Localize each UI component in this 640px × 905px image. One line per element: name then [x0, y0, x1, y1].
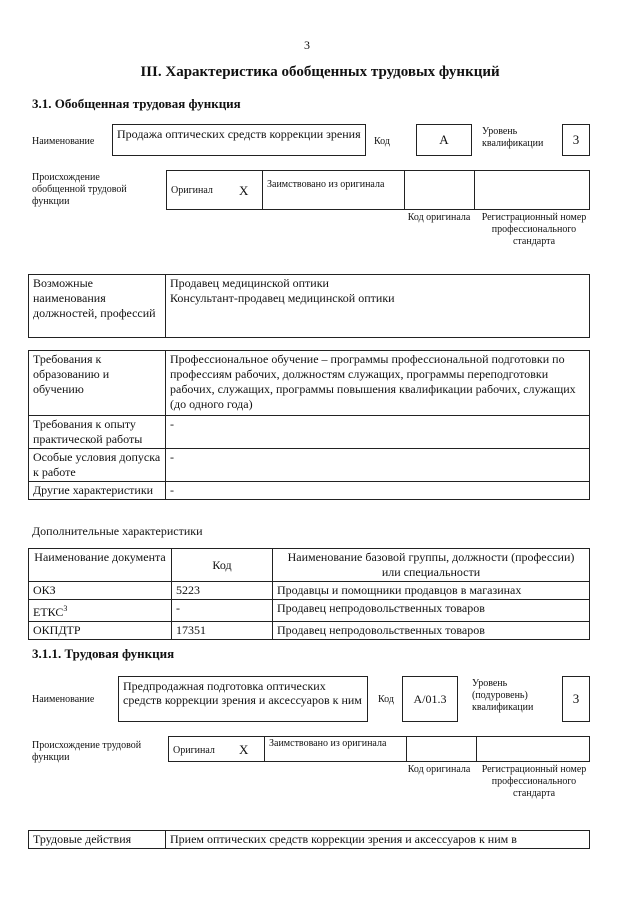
divider [264, 737, 265, 761]
tf-origin-box [168, 736, 590, 762]
gtf-name-value: Продажа оптических средств коррекции зрения [112, 124, 366, 156]
table-row [29, 831, 590, 849]
tf-level-value: 3 [562, 676, 590, 722]
labor-actions-table [28, 830, 590, 849]
requirement-value: - [166, 449, 590, 482]
positions-values [166, 275, 590, 338]
gtf-level-value: 3 [562, 124, 590, 156]
requirement-value: Профессиональное обучение – программы профессиональной подготовки по профессиям рабочих, должностям служащих, программы переподготовки рабочих, служащих, программы повышения квалификации рабочих, служащих (до одного года) [166, 351, 590, 416]
doc-cell: ОКПДТР [29, 622, 172, 640]
gtf-original-label: Оригинал [171, 185, 213, 196]
position-item: Продавец медицинской оптики [170, 276, 329, 290]
gtf-original-mark: Х [239, 183, 249, 198]
additional-heading: Дополнительные характеристики [32, 524, 203, 538]
name-cell: Продавец непродовольственных товаров [273, 622, 590, 640]
page-number: 3 [304, 38, 310, 52]
tf-origin-label: Происхождение трудовой функции [32, 740, 142, 763]
tf-original-label: Оригинал [173, 745, 215, 756]
gtf-reg-number-label: Регистрационный номер профессионального стандарта [481, 212, 587, 247]
doc-cell: ОКЗ [29, 582, 172, 600]
labor-actions-value: Прием оптических средств коррекции зрения и аксессуаров к ним в [166, 831, 590, 849]
divider [406, 737, 407, 761]
positions-label: Возможные наименования должностей, профессий [29, 275, 166, 338]
requirements-table [28, 350, 590, 500]
header-code: Код [172, 549, 273, 582]
requirement-value: - [166, 416, 590, 449]
name-cell: Продавцы и помощники продавцов в магазинах [273, 582, 590, 600]
gtf-borrowed-label: Заимствовано из оригинала [267, 179, 385, 190]
requirement-label: Требования к образованию и обучению [29, 351, 166, 416]
gtf-code-label: Код [374, 136, 390, 147]
table-header-row [29, 549, 590, 582]
tf-name-value: Предпродажная подготовка оптических средств коррекции зрения и аксессуаров к ним [118, 676, 368, 722]
table-row [29, 449, 590, 482]
section-title: III. Характеристика обобщенных трудовых функций [140, 64, 500, 80]
gtf-level-label: Уровень квалификации [482, 126, 544, 149]
gtf-code-value: А [416, 124, 472, 156]
requirement-label: Другие характеристики [29, 482, 166, 500]
labor-actions-label: Трудовые действия [29, 831, 166, 849]
requirement-label: Особые условия допуска к работе [29, 449, 166, 482]
tf-original-mark: Х [239, 742, 249, 757]
gtf-origin-label: Происхождение обобщенной трудовой функции [32, 172, 127, 207]
table-row [29, 482, 590, 500]
gtf-origin-box [166, 170, 590, 210]
tf-reg-number-label: Регистрационный номер профессионального стандарта [481, 764, 587, 799]
divider [404, 171, 405, 209]
divider [474, 171, 475, 209]
tf-code-original-label: Код оригинала [407, 764, 471, 775]
header-name: Наименование базовой группы, должности (профессии) или специальности [273, 549, 590, 582]
table-row [29, 582, 590, 600]
additional-table [28, 548, 590, 640]
requirement-label: Требования к опыту практической работы [29, 416, 166, 449]
name-cell: Продавец непродовольственных товаров [273, 600, 590, 622]
table-row [29, 351, 590, 416]
tf-name-label: Наименование [32, 694, 95, 705]
gtf-heading: 3.1. Обобщенная трудовая функция [32, 96, 241, 111]
code-cell: - [172, 600, 273, 622]
code-cell: 17351 [172, 622, 273, 640]
requirement-value: - [166, 482, 590, 500]
code-cell: 5223 [172, 582, 273, 600]
table-row [29, 416, 590, 449]
tf-code-label: Код [378, 694, 394, 705]
divider [476, 737, 477, 761]
tf-code-value: А/01.3 [402, 676, 458, 722]
positions-table [28, 274, 590, 338]
position-item: Консультант-продавец медицинской оптики [170, 291, 395, 305]
gtf-code-original-label: Код оригинала [407, 212, 471, 223]
tf-heading: 3.1.1. Трудовая функция [32, 646, 175, 661]
gtf-name-label: Наименование [32, 136, 95, 147]
tf-borrowed-label: Заимствовано из оригинала [269, 738, 387, 749]
tf-level-label: Уровень (подуровень) квалификации [472, 678, 534, 713]
table-row [29, 600, 590, 622]
divider [262, 171, 263, 209]
doc-cell: ЕТКС$^3$ [29, 600, 172, 622]
table-row [29, 622, 590, 640]
header-doc: Наименование документа [29, 549, 172, 582]
